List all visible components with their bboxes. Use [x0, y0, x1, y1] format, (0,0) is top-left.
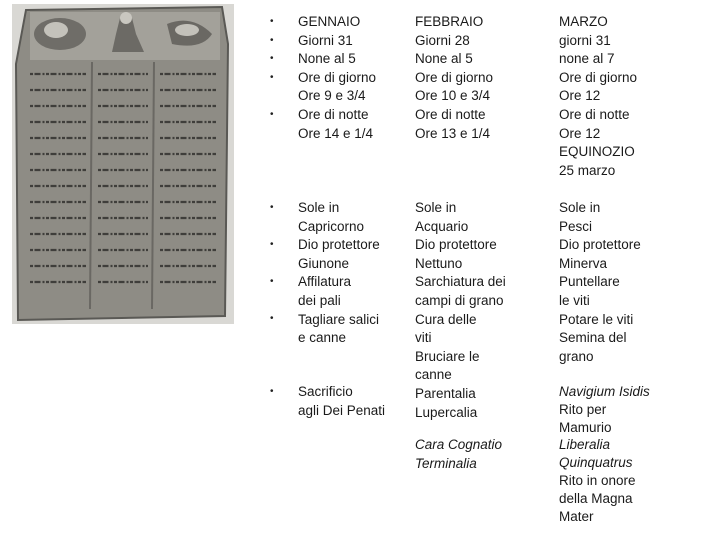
bullet-icon: •	[270, 202, 274, 213]
protector-god: Minerva	[559, 255, 608, 271]
night-hours-value: Ore 12	[559, 125, 601, 141]
bullet-icon: •	[270, 72, 274, 83]
festival-line: Navigium Isidis	[559, 384, 650, 399]
night-hours-label: Ore di notte	[298, 106, 369, 122]
bullet-column	[270, 0, 284, 540]
activity-line: Potare le viti	[559, 311, 634, 327]
marzo-block-activities	[559, 199, 641, 366]
nones-date: None al 5	[298, 51, 356, 67]
bullet-icon: •	[270, 313, 274, 324]
night-hours-value: Ore 14 e 1/4	[298, 125, 374, 141]
sun-sign: Acquario	[415, 218, 469, 234]
sun-label: Sole in	[415, 200, 457, 215]
night-hours-label: Ore di notte	[559, 106, 630, 122]
festival-line: Mamurio	[559, 419, 612, 435]
bullet-icon: •	[270, 16, 274, 27]
month-name: FEBBRAIO	[415, 14, 484, 29]
festival-line: Mater	[559, 508, 594, 524]
equinox-date: 25 marzo	[559, 162, 616, 178]
gennaio-block-festivals	[298, 383, 385, 420]
gennaio-block-info	[298, 13, 376, 143]
festival-line: agli Dei Penati	[298, 402, 386, 418]
protector-label: Dio protettore	[415, 237, 497, 253]
protector-god: Giunone	[298, 255, 350, 271]
festival-line: Sacrificio	[298, 384, 353, 399]
activity-line: viti	[415, 330, 432, 346]
marzo-block-festivals	[559, 383, 650, 525]
nones-date: None al 5	[415, 51, 473, 67]
day-hours-value: Ore 12	[559, 88, 601, 104]
festival-line: Cara Cognatio	[415, 437, 503, 452]
night-hours-label: Ore di notte	[415, 106, 486, 122]
protector-label: Dio protettore	[559, 237, 641, 253]
bullet-icon: •	[270, 35, 274, 46]
gennaio-block-activities	[298, 199, 380, 348]
febbraio-block-festivals	[415, 436, 502, 473]
month-name: MARZO	[559, 14, 608, 29]
days-count: Giorni 28	[415, 32, 470, 48]
bullet-icon: •	[270, 239, 274, 250]
activity-line: grano	[559, 348, 594, 364]
activity-line: Tagliare salici	[298, 311, 380, 327]
activity-line: campi di grano	[415, 292, 504, 308]
sun-label: Sole in	[559, 200, 601, 215]
festival-line: Rito in onore	[559, 472, 636, 488]
activity-line: Sarchiatura dei	[415, 274, 506, 290]
days-count: giorni 31	[559, 32, 611, 48]
activity-line: le viti	[559, 292, 590, 308]
festival-line: Rito per	[559, 401, 607, 417]
activity-line: Bruciare le	[415, 348, 480, 364]
sun-sign: Pesci	[559, 218, 593, 234]
activity-line: Affilatura	[298, 274, 352, 290]
activity-line: Semina del	[559, 330, 627, 346]
activity-line: e canne	[298, 330, 347, 346]
activity-line: Puntellare	[559, 274, 620, 290]
equinox-label: EQUINOZIO	[559, 144, 635, 160]
sun-sign: Capricorno	[298, 218, 365, 234]
activity-line: dei pali	[298, 292, 341, 308]
festival-line: Terminalia	[415, 455, 477, 471]
day-hours-value: Ore 10 e 3/4	[415, 88, 491, 104]
days-count: Giorni 31	[298, 32, 353, 48]
nones-date: none al 7	[559, 51, 615, 67]
febbraio-block-activities	[415, 199, 506, 422]
festival-line: Lupercalia	[415, 404, 478, 420]
day-hours-label: Ore di giorno	[559, 69, 638, 85]
bullet-icon: •	[270, 53, 274, 64]
festival-line: della Magna	[559, 490, 633, 506]
marzo-block-info	[559, 13, 637, 180]
febbraio-block-info	[415, 13, 493, 143]
bullet-icon: •	[270, 276, 274, 287]
month-name: GENNAIO	[298, 14, 361, 29]
night-hours-value: Ore 13 e 1/4	[415, 125, 491, 141]
bullet-icon: •	[270, 386, 274, 397]
festival-line: Liberalia	[559, 437, 611, 453]
festival-line: Quinquatrus	[559, 455, 633, 471]
activity-line: canne	[415, 367, 452, 383]
sun-label: Sole in	[298, 200, 340, 215]
stone-calendar-photo	[12, 4, 234, 324]
day-hours-label: Ore di giorno	[415, 69, 494, 85]
bullet-icon: •	[270, 109, 274, 120]
protector-god: Nettuno	[415, 255, 463, 271]
day-hours-label: Ore di giorno	[298, 69, 377, 85]
day-hours-value: Ore 9 e 3/4	[298, 88, 366, 104]
activity-line: Cura delle	[415, 311, 477, 327]
protector-label: Dio protettore	[298, 237, 380, 253]
festival-line: Parentalia	[415, 385, 476, 401]
